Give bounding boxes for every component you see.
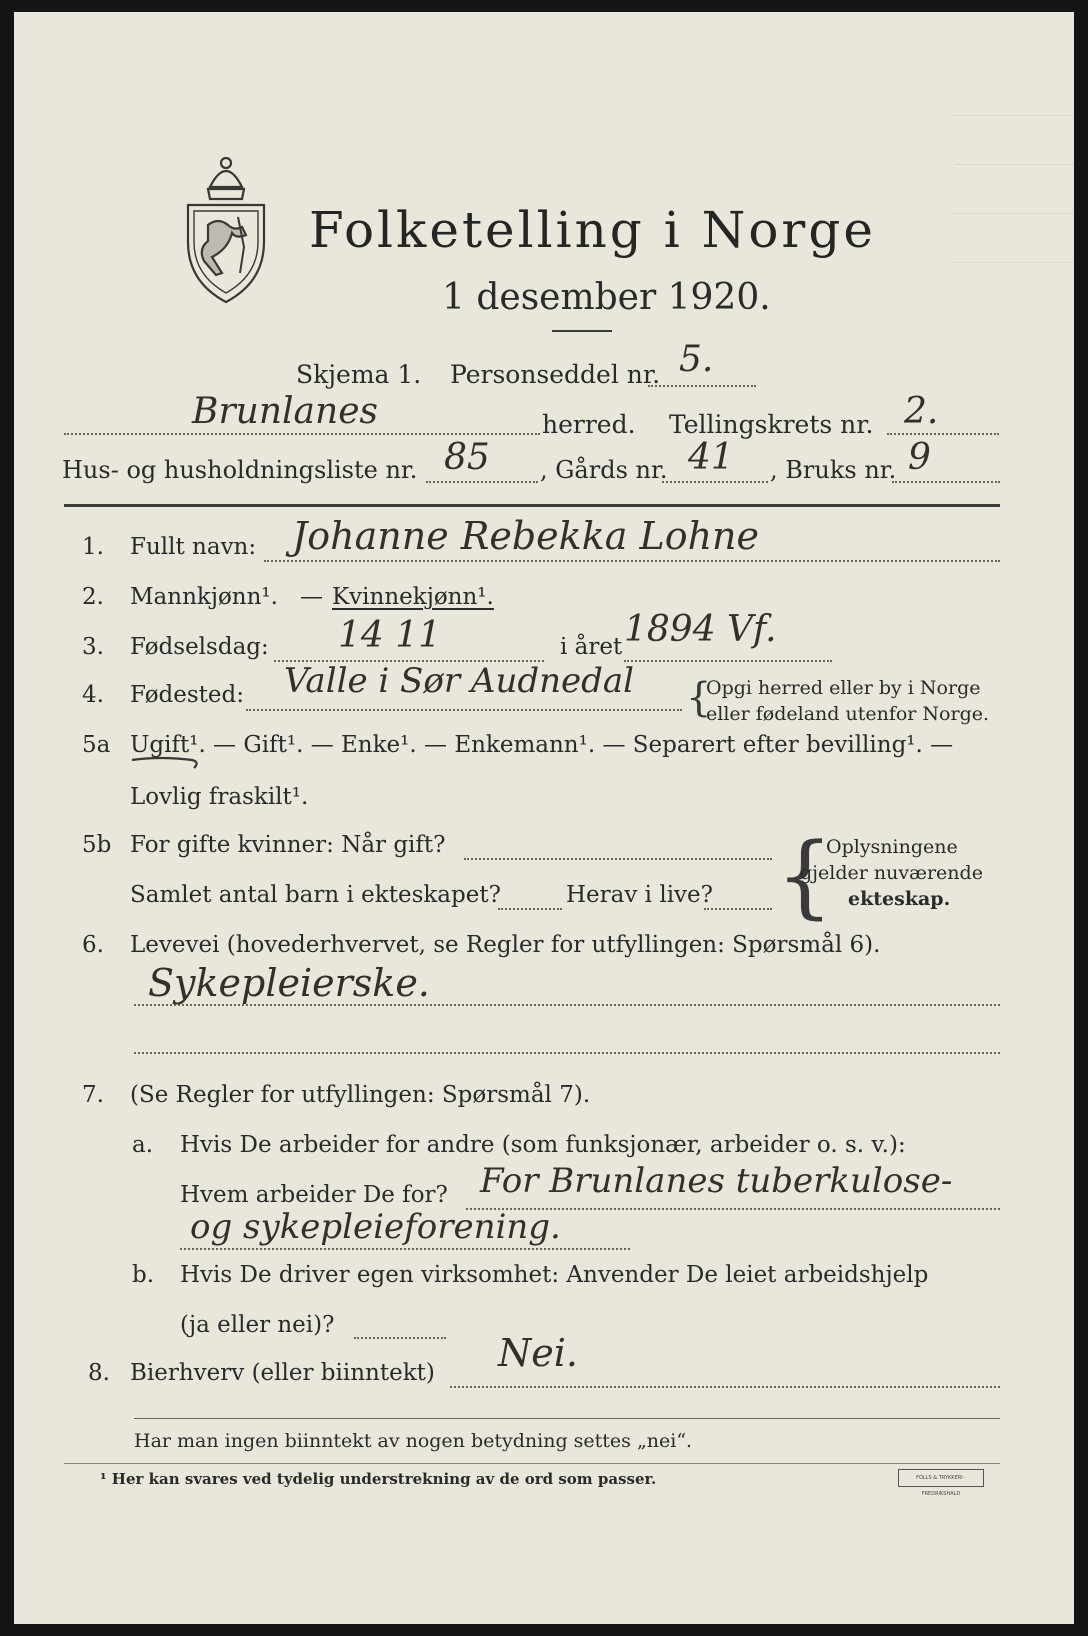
herred-label: herred. bbox=[542, 410, 636, 439]
q2-male-option: Mannkjønn¹. bbox=[130, 584, 278, 610]
q5b-married-label: For gifte kvinner: Når gift? bbox=[130, 832, 446, 858]
header-divider bbox=[64, 504, 1000, 507]
q5b-alive-line bbox=[704, 908, 772, 910]
q5b-alive-label: Herav i live? bbox=[566, 882, 713, 908]
q7a-label: Hvis De arbeider for andre (som funksjonær, arbeider o. s. v.): bbox=[180, 1132, 906, 1158]
skjema-label: Skjema 1. bbox=[296, 360, 422, 389]
q4-note-line1: Opgi herred eller by i Norge bbox=[706, 677, 981, 699]
q6-line2 bbox=[134, 1052, 1000, 1054]
footnote-divider bbox=[64, 1463, 1000, 1464]
q8-number: 8. bbox=[88, 1360, 110, 1386]
q4-line bbox=[246, 709, 682, 711]
q1-number: 1. bbox=[82, 534, 104, 560]
q5b-note-line2: gjelder nuværende bbox=[800, 862, 983, 884]
tellingskrets-label: Tellingskrets nr. bbox=[669, 410, 874, 439]
q1-line bbox=[264, 560, 1000, 562]
q6-occupation: Sykepleierske. bbox=[148, 961, 430, 1005]
bleed-through-text bbox=[954, 97, 1074, 517]
q5a-number: 5a bbox=[82, 732, 111, 758]
q7b-label2: (ja eller nei)? bbox=[180, 1312, 335, 1338]
q3-year-line bbox=[624, 660, 832, 662]
bruks-line bbox=[892, 481, 1000, 483]
q1-full-name: Johanne Rebekka Lohne bbox=[292, 514, 760, 558]
q3-birth-year: 1894 Vf. bbox=[624, 609, 777, 650]
q7a-letter: a. bbox=[132, 1132, 154, 1158]
bruks-label: , Bruks nr. bbox=[770, 456, 897, 484]
ugift-underline-mark bbox=[130, 754, 210, 772]
q5b-bracket: { bbox=[776, 824, 834, 929]
bruks-value: 9 bbox=[908, 437, 931, 478]
tellingskrets-value: 2. bbox=[904, 391, 939, 432]
q8-line2 bbox=[134, 1418, 1000, 1419]
form-title: Folketelling i Norge bbox=[309, 201, 876, 259]
q3-number: 3. bbox=[82, 634, 104, 660]
q7-number: 7. bbox=[82, 1082, 104, 1108]
q2-dash: — bbox=[300, 584, 323, 610]
q2-female-option: Kvinnekjønn¹. bbox=[332, 584, 494, 610]
q5b-note-line3: ekteskap. bbox=[848, 888, 951, 910]
q5b-note-line1: Oplysningene bbox=[826, 836, 958, 858]
q4-label: Fødested: bbox=[130, 682, 245, 708]
q5b-married-line bbox=[464, 858, 772, 860]
personseddel-line bbox=[648, 385, 756, 387]
herred-value: Brunlanes bbox=[192, 391, 378, 432]
q4-number: 4. bbox=[82, 682, 104, 708]
q5b-children-label: Samlet antal barn i ekteskapet? bbox=[130, 882, 501, 908]
q7b-label: Hvis De driver egen virksomhet: Anvender De leiet arbeidshjelp bbox=[180, 1262, 929, 1288]
q5b-number: 5b bbox=[82, 832, 112, 858]
q7a-employer-line2 bbox=[180, 1248, 630, 1250]
gards-line bbox=[662, 481, 768, 483]
title-divider bbox=[552, 330, 612, 332]
footnote: ¹ Her kan svares ved tydelig understrekning av de ord som passer. bbox=[100, 1470, 657, 1488]
printer-stamp: FOLLS & TRYKKERI · FREDRIKSHALD bbox=[898, 1469, 984, 1487]
husliste-line bbox=[426, 481, 538, 483]
q5a-options: Ugift¹. — Gift¹. — Enke¹. — Enkemann¹. — Separert efter bevilling¹. — bbox=[130, 732, 954, 758]
q4-bracket: { bbox=[686, 675, 712, 721]
q6-line1 bbox=[134, 1004, 1000, 1006]
q8-line bbox=[450, 1386, 1000, 1388]
herred-line bbox=[64, 433, 540, 435]
norway-coat-of-arms-icon bbox=[180, 147, 272, 307]
q3-label: Fødselsdag: bbox=[130, 634, 269, 660]
personseddel-value: 5. bbox=[679, 339, 714, 380]
q7-label: (Se Regler for utfyllingen: Spørsmål 7). bbox=[130, 1082, 591, 1108]
husliste-label: Hus- og husholdningsliste nr. bbox=[62, 456, 418, 484]
q6-label: Levevei (hovederhvervet, se Regler for utfyllingen: Spørsmål 6). bbox=[130, 932, 881, 958]
q7a-employer-value1: For Brunlanes tuberkulose- bbox=[480, 1161, 953, 1201]
census-date: 1 desember 1920. bbox=[442, 277, 771, 318]
q7a-employer-value2: og sykepleieforening. bbox=[190, 1207, 561, 1247]
gards-label: , Gårds nr. bbox=[540, 456, 668, 484]
q3-year-label: i året bbox=[560, 634, 623, 660]
q4-birthplace: Valle i Sør Audnedal bbox=[284, 661, 635, 701]
q5a-options-line2: Lovlig fraskilt¹. bbox=[130, 784, 309, 810]
q6-number: 6. bbox=[82, 932, 104, 958]
gards-value: 41 bbox=[688, 437, 734, 478]
census-form-page bbox=[14, 12, 1074, 1624]
q7b-letter: b. bbox=[132, 1262, 155, 1288]
q8-label: Bierhverv (eller biinntekt) bbox=[130, 1360, 435, 1386]
husliste-value: 85 bbox=[444, 437, 490, 478]
tellingskrets-line bbox=[887, 433, 999, 435]
q7a-employer-label: Hvem arbeider De for? bbox=[180, 1182, 448, 1208]
footer-note: Har man ingen biinntekt av nogen betydning settes „nei“. bbox=[134, 1430, 693, 1452]
q2-number: 2. bbox=[82, 584, 104, 610]
q7b-line bbox=[354, 1337, 446, 1339]
q8-value: Nei. bbox=[498, 1331, 578, 1375]
q5b-children-line bbox=[498, 908, 562, 910]
personseddel-label: Personseddel nr. bbox=[450, 360, 661, 389]
q1-label: Fullt navn: bbox=[130, 534, 257, 560]
q3-birthdate: 14 11 bbox=[338, 615, 442, 656]
q4-note-line2: eller fødeland utenfor Norge. bbox=[706, 703, 990, 725]
